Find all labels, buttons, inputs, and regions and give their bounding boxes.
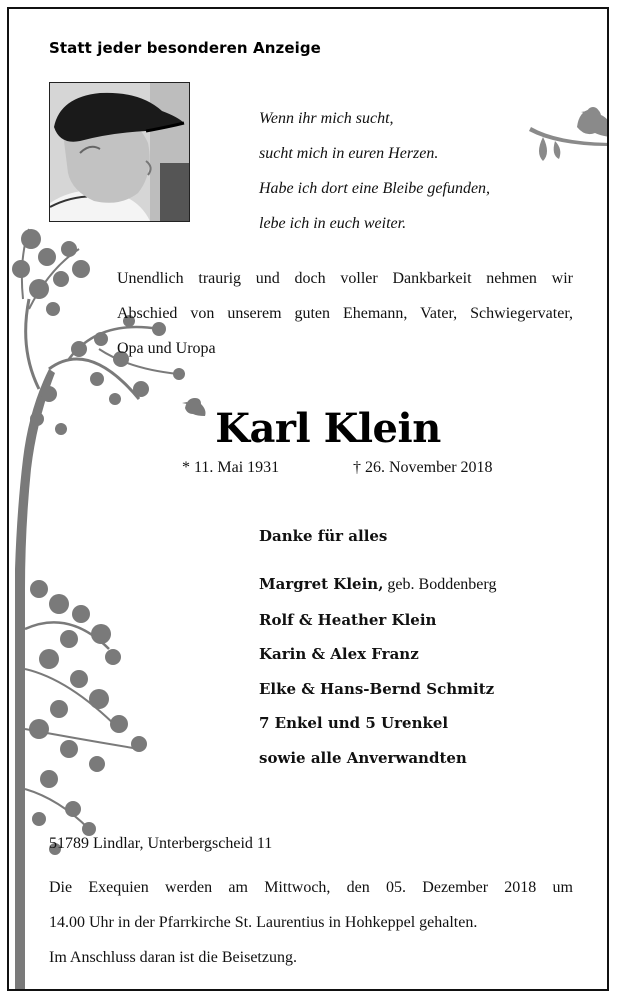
- deceased-name: Karl Klein: [215, 405, 441, 452]
- thanks-line: Danke für alles: [259, 527, 388, 545]
- intro-text: [117, 261, 573, 366]
- service-line: 14.00 Uhr in der Pfarrkirche St. Laurentius in Hohkeppel gehalten.: [49, 914, 478, 931]
- mourner-maiden-name: geb. Boddenberg: [383, 576, 497, 593]
- obituary-notice: [7, 7, 609, 991]
- poem-line: Wenn ihr mich sucht,: [259, 110, 394, 127]
- address: 51789 Lindlar, Unterbergscheid 11: [49, 835, 273, 852]
- service-info: [49, 870, 573, 975]
- birth-date: * 11. Mai 1931: [182, 459, 280, 476]
- poem-line: Habe ich dort eine Bleibe gefunden,: [259, 180, 491, 197]
- mourner-item: sowie alle Anverwandten: [259, 748, 467, 767]
- mourner-item: Karin & Alex Franz: [259, 645, 419, 663]
- mourner-item: [259, 567, 496, 603]
- mourner-name: Margret Klein,: [259, 575, 384, 593]
- mourner-item: 7 Enkel und 5 Urenkel: [259, 714, 449, 732]
- service-line: Im Anschluss daran ist die Beisetzung.: [49, 949, 297, 966]
- mourners-list: [259, 567, 496, 775]
- death-date: † 26. November 2018: [353, 459, 493, 476]
- mourner-item: Elke & Hans-Bernd Schmitz: [259, 679, 495, 698]
- portrait-photo: [49, 82, 190, 222]
- poem-line: lebe ich in euch weiter.: [259, 215, 407, 232]
- service-line: Die Exequien werden am Mittwoch, den 05. Dezember 2018 um: [49, 879, 573, 896]
- mourner-item: Rolf & Heather Klein: [259, 610, 437, 629]
- intro-line: Opa und Uropa: [117, 340, 216, 357]
- poem-line: sucht mich in euren Herzen.: [259, 145, 439, 162]
- intro-line: Abschied von unserem guten Ehemann, Vater, Schwiegervater,: [117, 305, 573, 322]
- notice-heading: Statt jeder besonderen Anzeige: [49, 39, 321, 57]
- poem: [259, 101, 490, 241]
- bird-icon: [529, 97, 609, 167]
- intro-line: Unendlich traurig und doch voller Dankbarkeit nehmen wir: [117, 270, 573, 287]
